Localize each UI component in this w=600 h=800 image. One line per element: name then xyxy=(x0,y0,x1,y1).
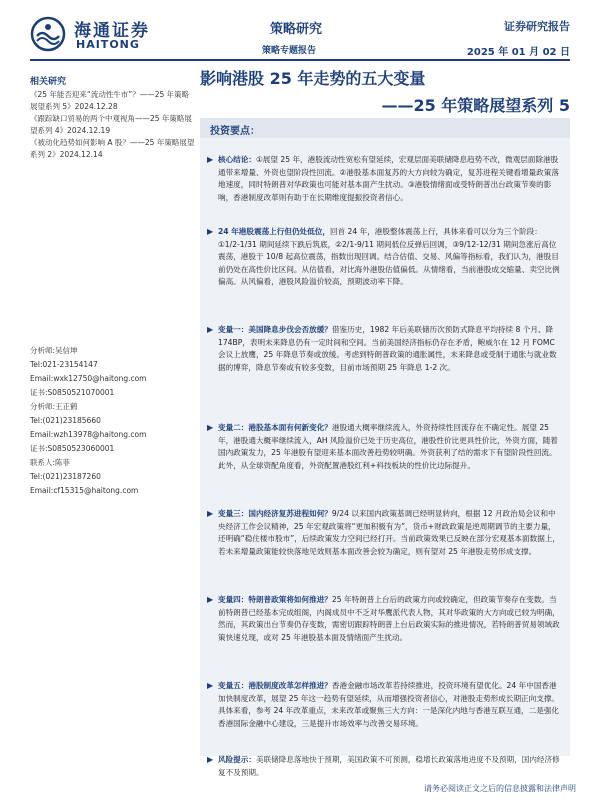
logo-text-cn: 海通证券 xyxy=(74,21,150,41)
related-research-label: 相关研究 xyxy=(30,77,67,87)
analyst-contacts xyxy=(30,344,195,498)
report-type: 证券研究报告 xyxy=(504,20,570,33)
bullet-key: 变量一：美国降息步伐会否放缓？ xyxy=(218,325,332,334)
related-item[interactable]: 《被动化趋势如何影响 A 股？——25 年策略展望系列 2》2024.12.14 xyxy=(30,138,195,159)
report-category: 策略研究 xyxy=(270,22,323,37)
haitong-emblem-icon xyxy=(30,16,66,52)
related-item[interactable]: 《25 年能否迎来“流动性牛市”？——25 年策略展望系列 5》2024.12.28 xyxy=(30,90,190,111)
title-line-1: 影响港股 25 年走势的五大变量 xyxy=(200,69,426,88)
logo-text-en: HAITONG xyxy=(76,38,140,51)
title-line-2: ——25 年策略展望系列 5 xyxy=(381,96,570,115)
bullet-text: 美联储降息落地快于预期，美国政策不可预测，稳增长政策落地进度不及预期，国内经济修复不及预期。 xyxy=(218,755,560,777)
bullet-icon: ▶ xyxy=(207,595,214,604)
bullet-key: 变量二：港股基本面有何新变化？ xyxy=(218,423,332,432)
analyst-cert: 证书:S0850523060001 xyxy=(30,444,115,453)
summary-title: 投资要点： xyxy=(210,126,260,137)
related-item[interactable]: 《跟踪缺口贸易的两个中观视角——25 年策略展望系列 4》2024.12.19 xyxy=(30,114,192,135)
analyst-tel: Tel:(021)23185660 xyxy=(30,416,101,425)
bullet-icon: ▶ xyxy=(207,681,214,690)
bullet-icon: ▶ xyxy=(207,423,214,432)
page-header xyxy=(0,0,600,62)
bullet-key: 变量四：特朗普政策将如何推进？ xyxy=(218,595,332,604)
summary-bullet xyxy=(204,324,560,412)
contact-tel: Tel:(021)23187260 xyxy=(30,472,101,481)
bullet-icon: ▶ xyxy=(207,755,214,764)
analyst-email[interactable]: Email:wxk12750@haitong.com xyxy=(30,374,147,383)
summary-body xyxy=(204,154,560,780)
bullet-icon: ▶ xyxy=(207,227,214,236)
bullet-icon: ▶ xyxy=(207,509,214,518)
bullet-text: 9/24 以来国内政策基调已经明显转向，根据 12 月政治局会议和中央经济工作会议精神，25 年宏观政策将“更加积极有为”，货币+财政政策是逆周期调节的主要力量，还明确“稳住楼市股市”，后续政策发力空间已经打开。当前政策效果已反映在部分宏观基本面数据上，若未来增量政策能较快落地见效则基本面改善会较为确定，则有望对 25 年港股走势形成支撑。 xyxy=(218,509,560,556)
summary-bullet xyxy=(204,680,560,744)
summary-bullet xyxy=(204,594,560,670)
contact-email[interactable]: Email:cf15315@haitong.com xyxy=(30,486,139,495)
bullet-text: 25 年特朗普上台后的政策方向或较确定，但政策节奏存在变数。当前特朗普已经基本完成组阁，内阁成员中不乏对华鹰派代表人物，其对华政策的大方向或已较为明确，然而，其政策出台节奏仍存变数，需密切跟踪特朗普上台后政策实际的推进情况，若特朗普贸易领域政策快速兑现，或对 25 年港股基本面及情绪面产生扰动。 xyxy=(218,595,560,642)
analyst-name: 分析师:吴信坤 xyxy=(30,346,78,355)
bullet-key: 24 年港股震荡上行但仍处低位， xyxy=(218,227,330,236)
summary-bullet xyxy=(204,422,560,498)
bullet-key: 变量五：港股制度改革怎样推进？ xyxy=(218,681,332,690)
summary-bullet xyxy=(204,508,560,584)
analyst-cert: 证书:S0850521070001 xyxy=(30,388,115,397)
bullet-key: 变量三：国内经济复苏进程如何？ xyxy=(218,509,332,518)
bullet-text: 香港金融市场改革若持续推进，投资环境有望优化。24 年中国香港加快制度改革，展望 25 年这一趋势有望延续，从而增强投资者信心，对港股走势形成长期正向支撑。具体来看，参考 24 年改革重点，未来改革或聚焦三大方向：一是深化内地与香港互联互通，二是强化香港国际金融中心建设，三是提升市场效率与改善交易环境。 xyxy=(218,681,560,728)
summary-bullet xyxy=(204,754,560,780)
bullet-text: 回首 24 年，港股整体震荡上行，具体来看可以分为三个阶段：①1/2-1/31 期间延续下跌后筑底，②2/1-9/11 期间低位反弹后回调，③9/12-12/31 期间急涨后高位震荡，港股于 10/8 起高位震荡，指数出现回调。结合估值、交易、风偏等指标看，我们认为，港股目前仍处在高性价比区间。从估值看，对比海外港股估值偏低。从情绪看，当前港股成交缩量、卖空比例偏高。从风偏看，港股风险溢价较高，预期波动率下降。 xyxy=(218,227,560,286)
report-title xyxy=(200,66,570,116)
report-subcategory: 策略专题报告 xyxy=(262,46,317,56)
summary-header xyxy=(200,118,570,138)
investment-summary xyxy=(200,118,570,777)
summary-bullet xyxy=(204,154,560,214)
legal-disclaimer: 请务必阅读正文之后的信息披露和法律声明 xyxy=(424,784,576,793)
analyst-email[interactable]: Email:wzh13978@haitong.com xyxy=(30,430,147,439)
bullet-text: 借鉴历史，1982 年后美联储历次预防式降息平均持续 8 个月、降 174BP，表明未来降息仍有一定时间和空间。当前美国经济指标仍存在矛盾，鲍威尔在 12 月 FOMC 会议上放鹰，25 年降息节奏或放缓。考虑到特朗普政策的通胀属性，未来降息或受制于通胀与就业数据的博弈，降息节奏或有较多变数，目前市场预期 25 年降息 1-2 次。 xyxy=(218,325,557,372)
bullet-key: 核心结论： xyxy=(218,155,256,164)
summary-bullet xyxy=(204,226,560,314)
header-divider xyxy=(30,59,570,61)
bullet-icon: ▶ xyxy=(207,155,214,164)
bullet-text: 港股通大概率继续流入，外资持续性回流存在不确定性。展望 25 年，港股通大概率继续流入，AH 风险溢价已处于历史高位，港股性价比更具性价比，外资方面，随着国内政策发力，25 年港股有望迎来基本面改善趋势较明确。外资获利了结的需求下有望阶段性回流。此外，从全球资配角度看，外资配置港股红利+科技板块的性价比边际提升。 xyxy=(218,423,558,470)
analyst-name: 分析师:王正鹤 xyxy=(30,402,78,411)
haitong-logo xyxy=(30,14,190,54)
report-date: 2025 年 01 月 02 日 xyxy=(466,47,570,58)
contact-name: 联系人:陈菲 xyxy=(30,458,71,467)
sidebar xyxy=(30,70,195,161)
analyst-tel: Tel:021-23154147 xyxy=(30,360,98,369)
bullet-key: 风险提示： xyxy=(218,755,256,764)
bullet-text: ①展望 25 年，港股流动性宽松有望延续，宏观层面美联储降息趋势不改，微观层面除港股通带来增量、外资也望阶段性回流。②港股基本面复苏的大方向较为确定，复苏进程关键看增量政策落地速度，同时特朗普对华政策也可能对基本面产生扰动。③港股情绪面或受特朗普出台政策节奏的影响，香港制度改革则有助于在长期维度提振投资者信心。 xyxy=(218,155,559,202)
bullet-icon: ▶ xyxy=(207,325,214,334)
